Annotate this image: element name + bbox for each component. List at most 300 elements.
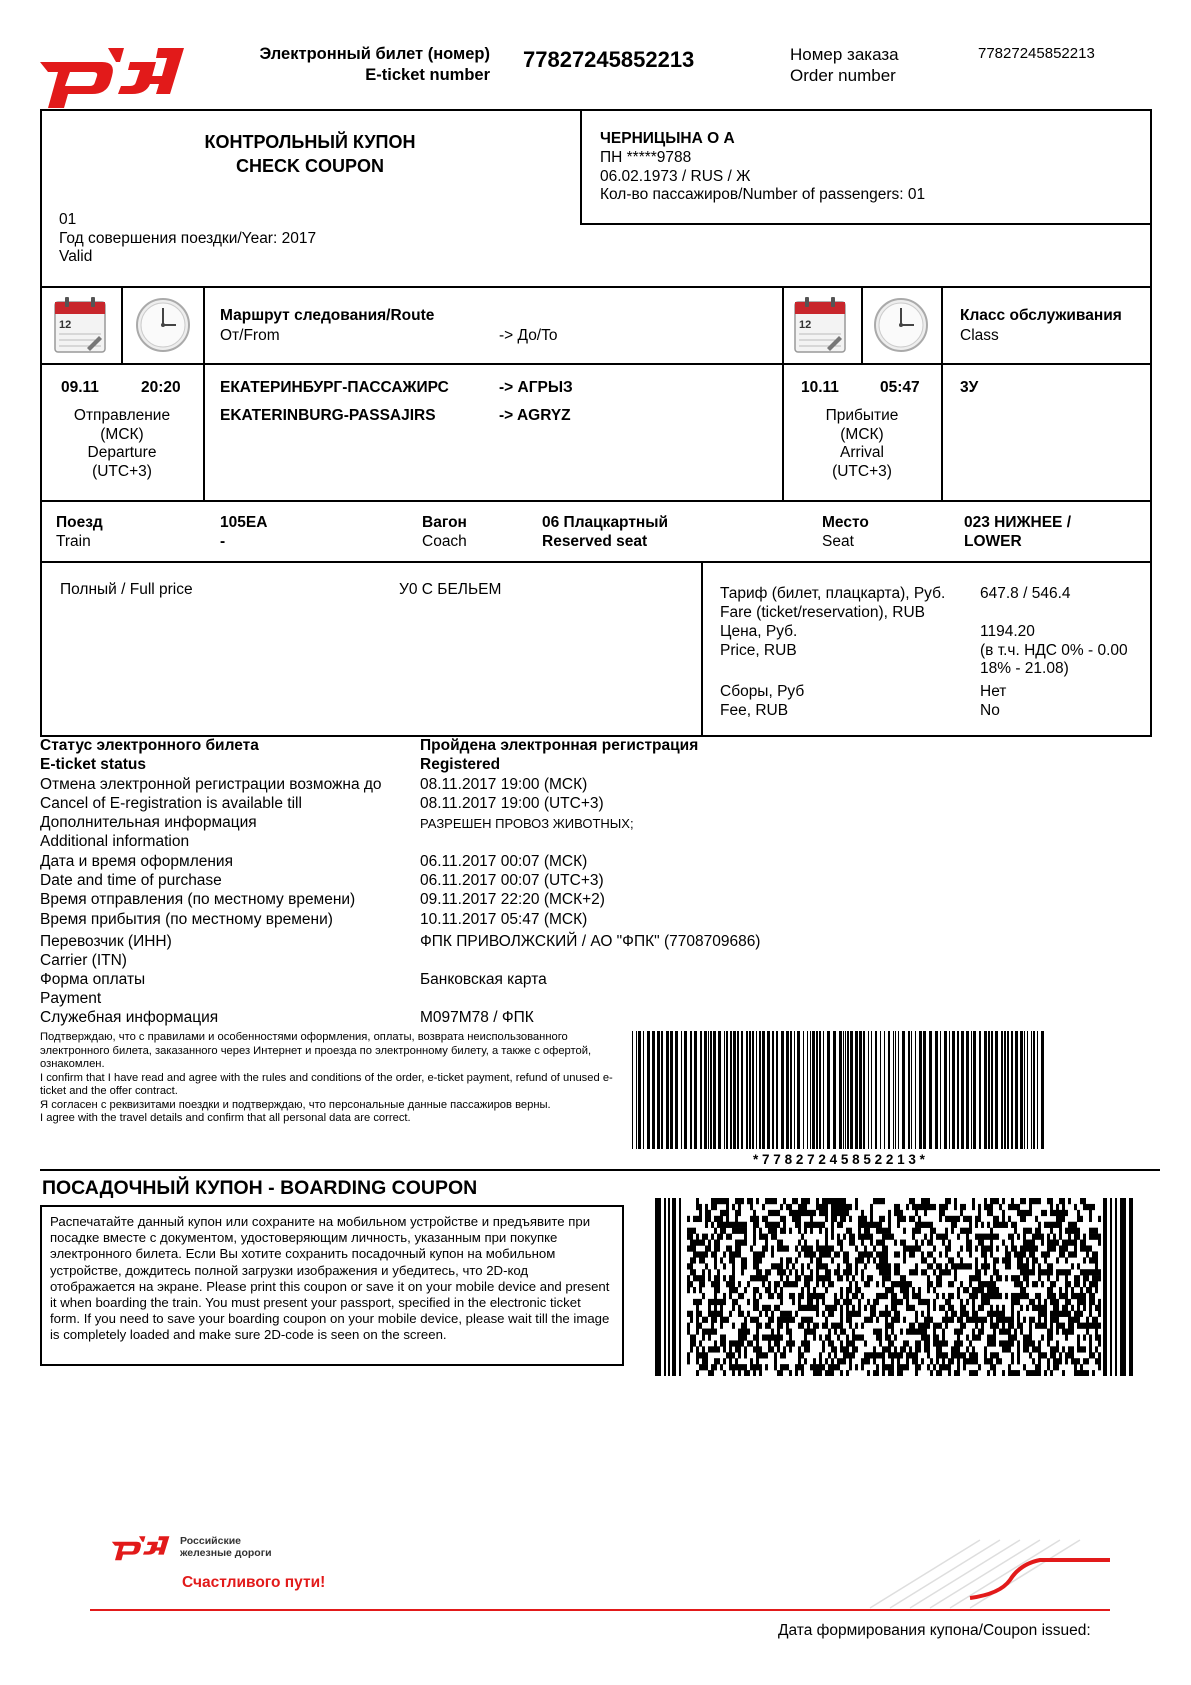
code-module	[897, 1216, 900, 1222]
code-module	[900, 1287, 903, 1293]
code-module	[696, 1317, 699, 1323]
code-module	[786, 1257, 789, 1263]
code-module	[993, 1334, 996, 1340]
code-module	[765, 1240, 768, 1246]
code-module	[972, 1293, 975, 1299]
code-module	[969, 1251, 972, 1257]
code-module	[996, 1275, 999, 1281]
code-module	[897, 1370, 900, 1376]
code-module	[768, 1269, 771, 1275]
code-module	[846, 1210, 849, 1216]
code-module	[693, 1287, 696, 1293]
departure-date: 09.11	[61, 379, 99, 396]
code-module	[891, 1364, 894, 1370]
code-module	[951, 1317, 954, 1323]
code-module	[825, 1228, 828, 1234]
code-module	[882, 1358, 885, 1364]
code-module	[1002, 1323, 1005, 1329]
code-module	[1059, 1210, 1062, 1216]
code-module	[729, 1340, 732, 1346]
code-module	[729, 1358, 732, 1364]
code-module	[846, 1251, 849, 1257]
code-module	[1047, 1245, 1050, 1251]
code-module	[1098, 1340, 1101, 1346]
code-module	[1035, 1257, 1038, 1263]
code-module	[1041, 1269, 1044, 1275]
code-module	[693, 1245, 696, 1251]
code-module	[816, 1263, 819, 1269]
code-module	[1098, 1234, 1101, 1240]
additional-value: РАЗРЕШЕН ПРОВОЗ ЖИВОТНЫХ;	[420, 816, 634, 831]
code-module	[1065, 1245, 1068, 1251]
code-module	[1071, 1228, 1074, 1234]
code-module	[903, 1257, 906, 1263]
code-module	[705, 1263, 708, 1269]
code-module	[810, 1222, 813, 1228]
code-module	[1068, 1329, 1071, 1335]
code-module	[1041, 1305, 1044, 1311]
code-module	[894, 1305, 897, 1311]
code-module	[954, 1352, 957, 1358]
code-module	[858, 1299, 861, 1305]
code-module	[834, 1204, 837, 1210]
barcode-bar	[898, 1031, 899, 1149]
code-module	[753, 1240, 756, 1246]
code-module	[783, 1364, 786, 1370]
code-module	[1089, 1228, 1092, 1234]
code-module	[1026, 1346, 1029, 1352]
code-module	[990, 1334, 993, 1340]
code-module	[858, 1222, 861, 1228]
code-module	[876, 1198, 879, 1204]
code-module	[897, 1222, 900, 1228]
code-module	[1029, 1334, 1032, 1340]
code-module	[876, 1299, 879, 1305]
code-module	[768, 1293, 771, 1299]
code-module	[918, 1287, 921, 1293]
code-module	[849, 1323, 852, 1329]
code-module	[822, 1311, 825, 1317]
code-module	[960, 1210, 963, 1216]
barcode-bar	[781, 1031, 784, 1149]
code-module	[798, 1346, 801, 1352]
code-module	[846, 1334, 849, 1340]
code-module	[1083, 1234, 1086, 1240]
code-module	[699, 1299, 702, 1305]
code-module	[912, 1329, 915, 1335]
barcode-bar	[923, 1031, 926, 1149]
code-module	[1053, 1317, 1056, 1323]
code-module	[786, 1204, 789, 1210]
code-module	[894, 1311, 897, 1317]
code-module	[897, 1364, 900, 1370]
code-module	[945, 1311, 948, 1317]
code-module	[882, 1263, 885, 1269]
code-module	[936, 1352, 939, 1358]
code-module	[921, 1222, 924, 1228]
code-module	[996, 1234, 999, 1240]
code-module	[1059, 1234, 1062, 1240]
arrival-time: 05:47	[880, 379, 920, 396]
code-module	[933, 1340, 936, 1346]
code-module	[1077, 1281, 1080, 1287]
code-module	[729, 1293, 732, 1299]
code-module	[786, 1329, 789, 1335]
code-module	[756, 1346, 759, 1352]
code-module	[1026, 1257, 1029, 1263]
code-module	[1038, 1198, 1041, 1204]
code-module	[711, 1329, 714, 1335]
code-module	[702, 1275, 705, 1281]
code-module	[729, 1311, 732, 1317]
code-module	[906, 1352, 909, 1358]
code-module	[1023, 1340, 1026, 1346]
code-module	[915, 1370, 918, 1376]
code-module	[786, 1364, 789, 1370]
code-module	[900, 1240, 903, 1246]
code-module	[990, 1364, 993, 1370]
code-module	[870, 1204, 873, 1210]
code-module	[771, 1222, 774, 1228]
code-module	[774, 1281, 777, 1287]
code-module	[1074, 1228, 1077, 1234]
code-module	[993, 1222, 996, 1228]
code-module	[1011, 1323, 1014, 1329]
code-module	[819, 1358, 822, 1364]
code-module	[711, 1234, 714, 1240]
code-module	[1056, 1299, 1059, 1305]
code-module	[981, 1263, 984, 1269]
code-module	[882, 1281, 885, 1287]
code-module	[843, 1251, 846, 1257]
code-module	[864, 1340, 867, 1346]
code-module	[762, 1334, 765, 1340]
code-module	[882, 1245, 885, 1251]
code-module	[741, 1269, 744, 1275]
code-module	[849, 1263, 852, 1269]
clock-icon	[873, 297, 929, 353]
code-module	[903, 1346, 906, 1352]
code-module	[723, 1198, 726, 1204]
code-module	[846, 1204, 849, 1210]
code-module	[1056, 1305, 1059, 1311]
code-module	[807, 1299, 810, 1305]
code-module	[876, 1281, 879, 1287]
arrival-date: 10.11	[801, 379, 839, 396]
code-module	[846, 1370, 849, 1376]
code-module	[1068, 1281, 1071, 1287]
consent-line: Я согласен с реквизитами поездки и подтверждаю, что персональные данные пассажиров верны.	[40, 1098, 551, 1111]
consent-text	[40, 1031, 620, 1126]
divider	[40, 363, 1152, 365]
code-module	[936, 1358, 939, 1364]
code-module	[726, 1352, 729, 1358]
code-module	[735, 1228, 738, 1234]
code-module	[1011, 1340, 1014, 1346]
code-module	[1071, 1329, 1074, 1335]
code-module	[870, 1216, 873, 1222]
code-module	[969, 1352, 972, 1358]
code-module	[903, 1240, 906, 1246]
code-module	[885, 1329, 888, 1335]
code-module	[759, 1257, 762, 1263]
service-class: 3У	[960, 379, 979, 396]
code-module	[774, 1334, 777, 1340]
code-module	[795, 1275, 798, 1281]
code-module	[702, 1269, 705, 1275]
code-module	[804, 1317, 807, 1323]
code-module	[984, 1263, 987, 1269]
code-module	[978, 1305, 981, 1311]
code-module	[1095, 1269, 1098, 1275]
code-module	[780, 1334, 783, 1340]
code-module	[798, 1228, 801, 1234]
code-module	[885, 1305, 888, 1311]
code-module	[1020, 1329, 1023, 1335]
seat-value: LOWER	[964, 533, 1022, 550]
code-module	[1002, 1317, 1005, 1323]
boarding-text: Распечатайте данный купон или сохраните на мобильном устройстве и предъявите при посадке вместе с документом, удостоверяющим личность, указанным при покупке электронного билета. Если Вы хотите сохранить посадочный купон на мобильном устройстве, дождитесь полной загрузки изображения и убедитесь, что 2D-код отображается на экране. Please print this coupon or save it on your mobile device and present it when boarding the train. You must present your passport, specified in the electronic ticket form. If you need to save your boarding coupon on your mobile device, please wait till the image is completely loaded and make sure 2D-code is seen on the screen.	[50, 1214, 610, 1343]
code-module	[954, 1263, 957, 1269]
code-module	[816, 1311, 819, 1317]
code-module	[1068, 1198, 1071, 1204]
code-module	[1050, 1323, 1053, 1329]
eticket-label-ru: Электронный билет (номер)	[259, 45, 490, 63]
code-module	[945, 1198, 948, 1204]
barcode-bar	[929, 1031, 932, 1149]
passenger-name: ЧЕРНИЦЫНА О А	[600, 130, 735, 147]
code-module	[819, 1204, 822, 1210]
code-module	[831, 1222, 834, 1228]
barcode-bar	[949, 1031, 950, 1149]
code-module	[942, 1352, 945, 1358]
code-module	[906, 1281, 909, 1287]
code-module	[762, 1216, 765, 1222]
code-module	[714, 1311, 717, 1317]
code-module	[1008, 1257, 1011, 1263]
seat-label-ru: Место	[822, 514, 869, 531]
code-module	[1008, 1234, 1011, 1240]
code-module	[1023, 1293, 1026, 1299]
code-module	[984, 1317, 987, 1323]
code-module	[921, 1269, 924, 1275]
code-module	[900, 1329, 903, 1335]
code-module	[714, 1228, 717, 1234]
code-module	[711, 1317, 714, 1323]
barcode-bar	[895, 1031, 896, 1149]
code-module	[696, 1352, 699, 1358]
code-module	[717, 1287, 720, 1293]
code-module	[945, 1234, 948, 1240]
code-module	[711, 1311, 714, 1317]
code-module	[762, 1352, 765, 1358]
code-module	[864, 1281, 867, 1287]
code-module	[1095, 1317, 1098, 1323]
code-module	[924, 1198, 927, 1204]
code-module	[909, 1269, 912, 1275]
code-module	[927, 1198, 930, 1204]
code-module	[1092, 1234, 1095, 1240]
code-module	[780, 1245, 783, 1251]
code-module	[1080, 1364, 1083, 1370]
code-module	[750, 1317, 753, 1323]
code-module	[825, 1358, 828, 1364]
carrier-label-ru: Перевозчик (ИНН)	[40, 933, 172, 950]
code-module	[894, 1251, 897, 1257]
code-module	[705, 1251, 708, 1257]
barcode-bar	[908, 1031, 910, 1149]
code-module	[690, 1311, 693, 1317]
code-module	[993, 1257, 996, 1263]
code-module	[948, 1299, 951, 1305]
train-label-en: Train	[56, 533, 91, 550]
code-module	[1014, 1293, 1017, 1299]
code-module	[849, 1299, 852, 1305]
code-module	[852, 1275, 855, 1281]
code-module	[852, 1305, 855, 1311]
code-module	[855, 1245, 858, 1251]
code-module	[768, 1228, 771, 1234]
code-module	[951, 1352, 954, 1358]
code-module	[924, 1210, 927, 1216]
code-module	[768, 1210, 771, 1216]
code-module	[975, 1257, 978, 1263]
code-module	[867, 1299, 870, 1305]
code-module	[1065, 1293, 1068, 1299]
code-module	[816, 1364, 819, 1370]
code-module	[732, 1257, 735, 1263]
code-module	[888, 1210, 891, 1216]
code-module	[915, 1311, 918, 1317]
code-module	[777, 1317, 780, 1323]
code-module	[831, 1245, 834, 1251]
code-module	[825, 1240, 828, 1246]
code-module	[1092, 1275, 1095, 1281]
code-module	[825, 1210, 828, 1216]
barcode-bar	[657, 1031, 660, 1149]
code-module	[1005, 1340, 1008, 1346]
code-module	[996, 1311, 999, 1317]
code-module	[999, 1317, 1002, 1323]
barcode-bar	[819, 1031, 821, 1149]
code-module	[1044, 1222, 1047, 1228]
code-module	[690, 1234, 693, 1240]
code-module	[984, 1281, 987, 1287]
code-module	[1050, 1245, 1053, 1251]
code-module	[738, 1364, 741, 1370]
code-module	[849, 1281, 852, 1287]
code-module	[831, 1257, 834, 1263]
code-module	[948, 1293, 951, 1299]
code-module	[975, 1269, 978, 1275]
code-module	[783, 1216, 786, 1222]
code-module	[768, 1287, 771, 1293]
code-module	[825, 1263, 828, 1269]
code-module	[1047, 1251, 1050, 1257]
code-module	[783, 1198, 786, 1204]
code-module	[909, 1245, 912, 1251]
code-module	[963, 1305, 966, 1311]
code-module	[1005, 1275, 1008, 1281]
code-module	[1041, 1234, 1044, 1240]
code-module	[690, 1317, 693, 1323]
code-module	[699, 1240, 702, 1246]
code-module	[1083, 1358, 1086, 1364]
code-module	[753, 1216, 756, 1222]
code-module	[1035, 1370, 1038, 1376]
barcode-bar	[988, 1031, 990, 1149]
code-module	[1035, 1281, 1038, 1287]
code-module	[816, 1257, 819, 1263]
code-module	[705, 1364, 708, 1370]
code-module	[708, 1275, 711, 1281]
code-module	[834, 1299, 837, 1305]
code-module	[876, 1293, 879, 1299]
payment-label-en: Payment	[40, 990, 102, 1007]
code-module	[690, 1334, 693, 1340]
divider	[40, 286, 1152, 288]
code-module	[1044, 1317, 1047, 1323]
code-module	[1041, 1240, 1044, 1246]
code-module	[720, 1334, 723, 1340]
code-module	[1008, 1216, 1011, 1222]
code-module	[960, 1299, 963, 1305]
code-module	[990, 1245, 993, 1251]
code-module	[885, 1311, 888, 1317]
code-module	[972, 1352, 975, 1358]
code-module	[951, 1216, 954, 1222]
code-module	[858, 1334, 861, 1340]
code-guard-bar	[679, 1198, 681, 1376]
code-module	[828, 1340, 831, 1346]
code-module	[981, 1240, 984, 1246]
code-module	[921, 1198, 924, 1204]
code-module	[879, 1251, 882, 1257]
code-module	[1050, 1198, 1053, 1204]
code-guard-bar	[1103, 1198, 1107, 1376]
code-module	[1026, 1228, 1029, 1234]
code-module	[837, 1263, 840, 1269]
code-module	[885, 1257, 888, 1263]
code-module	[921, 1251, 924, 1257]
boarding-instructions	[40, 1205, 624, 1366]
code-module	[1017, 1323, 1020, 1329]
departure-caption: (UTC+3)	[92, 463, 152, 480]
code-module	[747, 1281, 750, 1287]
code-module	[687, 1234, 690, 1240]
code-module	[861, 1222, 864, 1228]
code-module	[780, 1352, 783, 1358]
code-module	[1095, 1234, 1098, 1240]
code-module	[1044, 1299, 1047, 1305]
code-module	[1050, 1269, 1053, 1275]
code-module	[1065, 1210, 1068, 1216]
code-module	[966, 1263, 969, 1269]
code-module	[1062, 1329, 1065, 1335]
code-module	[1062, 1311, 1065, 1317]
code-module	[777, 1329, 780, 1335]
code-module	[825, 1198, 828, 1204]
barcode-bar	[871, 1031, 872, 1149]
code-module	[1011, 1204, 1014, 1210]
code-module	[1020, 1293, 1023, 1299]
code-module	[993, 1370, 996, 1376]
code-module	[759, 1275, 762, 1281]
code-module	[696, 1370, 699, 1376]
code-module	[735, 1240, 738, 1246]
code-module	[732, 1364, 735, 1370]
code-module	[882, 1234, 885, 1240]
